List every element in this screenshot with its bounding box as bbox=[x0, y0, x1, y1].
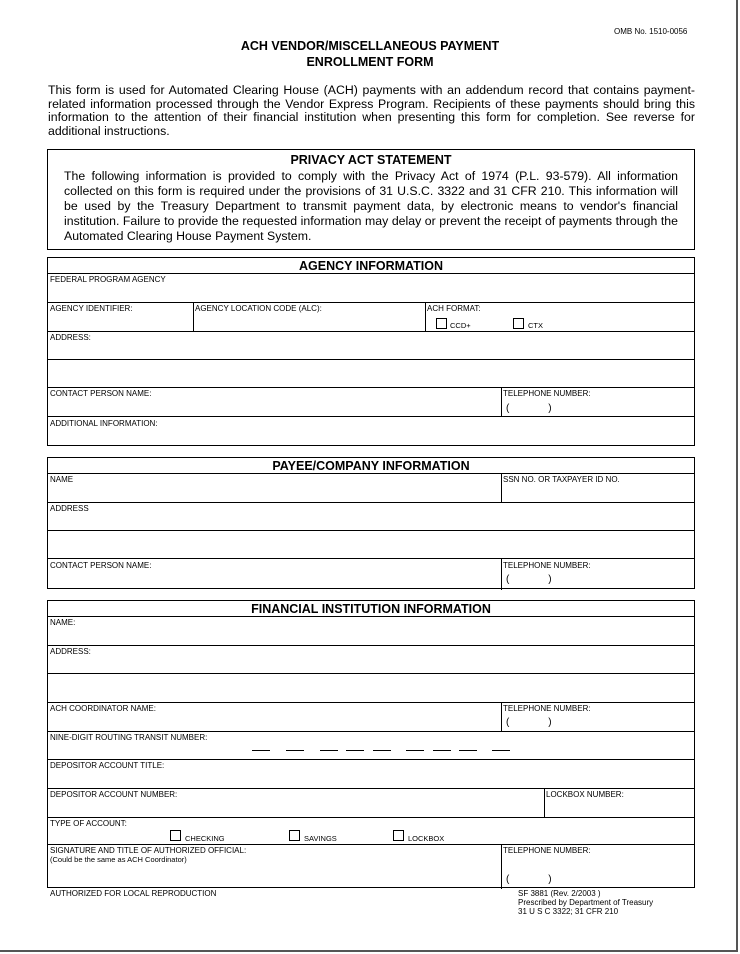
footer-form-number: SF 3881 (Rev. 2/2003 ) bbox=[518, 889, 601, 898]
routing-digit-1[interactable] bbox=[252, 750, 270, 751]
footer-prescribed: Prescribed by Department of Treasury bbox=[518, 898, 654, 907]
ach-coordinator-field[interactable]: ACH COORDINATOR NAME: bbox=[50, 704, 156, 713]
additional-information-field[interactable]: ADDITIONAL INFORMATION: bbox=[50, 419, 158, 428]
agency-phone-parens: ( ) bbox=[506, 403, 552, 414]
checking-checkbox[interactable] bbox=[170, 830, 181, 841]
institution-telephone-field[interactable]: TELEPHONE NUMBER: bbox=[503, 704, 591, 713]
lockbox-label: LOCKBOX bbox=[408, 834, 445, 843]
routing-digit-7[interactable] bbox=[433, 750, 451, 751]
lockbox-number-field[interactable]: LOCKBOX NUMBER: bbox=[546, 790, 624, 799]
agency-identifier-field[interactable]: AGENCY IDENTIFIER: bbox=[50, 304, 133, 313]
savings-checkbox[interactable] bbox=[289, 830, 300, 841]
ccd-checkbox[interactable] bbox=[436, 318, 447, 329]
routing-digit-9[interactable] bbox=[492, 750, 510, 751]
payee-telephone-field[interactable]: TELEPHONE NUMBER: bbox=[503, 561, 591, 570]
payee-section bbox=[47, 457, 695, 589]
routing-digit-3[interactable] bbox=[320, 750, 338, 751]
agency-address-field[interactable]: ADDRESS: bbox=[50, 333, 91, 342]
ctx-checkbox[interactable] bbox=[513, 318, 524, 329]
signature-field[interactable]: SIGNATURE AND TITLE OF AUTHORIZED OFFICIAL: bbox=[50, 846, 247, 855]
routing-digit-6[interactable] bbox=[406, 750, 424, 751]
depositor-account-number-field[interactable]: DEPOSITOR ACCOUNT NUMBER: bbox=[50, 790, 178, 799]
intro-paragraph: This form is used for Automated Clearing House (ACH) payments with an addendum record that contains payment-related information processed through the Vendor Express Program. Recipients of these payments should bring this information to the attention of their financial institution when presenting this form for completion. See reverse for additional instructions. bbox=[48, 83, 695, 138]
institution-phone-parens: ( ) bbox=[506, 717, 552, 728]
ccd-label: CCD+ bbox=[450, 321, 471, 330]
depositor-account-title-field[interactable]: DEPOSITOR ACCOUNT TITLE: bbox=[50, 761, 165, 770]
privacy-heading: PRIVACY ACT STATEMENT bbox=[290, 153, 452, 167]
savings-label: SAVINGS bbox=[304, 834, 337, 843]
payee-address-field[interactable]: ADDRESS bbox=[50, 504, 89, 513]
privacy-section bbox=[47, 149, 695, 250]
agency-contact-person-field[interactable]: CONTACT PERSON NAME: bbox=[50, 389, 152, 398]
signature-telephone-field[interactable]: TELEPHONE NUMBER: bbox=[503, 846, 591, 855]
agency-telephone-field[interactable]: TELEPHONE NUMBER: bbox=[503, 389, 591, 398]
payee-name-field[interactable]: NAME bbox=[50, 475, 74, 484]
routing-digit-2[interactable] bbox=[286, 750, 304, 751]
routing-digit-4[interactable] bbox=[346, 750, 364, 751]
institution-name-field[interactable]: NAME: bbox=[50, 618, 76, 627]
routing-number-field[interactable]: NINE-DIGIT ROUTING TRANSIT NUMBER: bbox=[50, 733, 208, 742]
financial-section bbox=[47, 600, 695, 888]
checking-label: CHECKING bbox=[185, 834, 225, 843]
omb-number: OMB No. 1510-0056 bbox=[614, 27, 688, 36]
form-subtitle: ENROLLMENT FORM bbox=[306, 55, 434, 69]
payee-heading: PAYEE/COMPANY INFORMATION bbox=[272, 459, 470, 473]
footer-citation: 31 U S C 3322; 31 CFR 210 bbox=[518, 907, 619, 916]
financial-heading: FINANCIAL INSTITUTION INFORMATION bbox=[251, 602, 491, 616]
privacy-text: The following information is provided to comply with the Privacy Act of 1974 (P.L. 93-579). All information collected on this form is required under the provisions of 31 U.S.C. 3322 and 31 CFR 210. This information will be used by the Treasury Department to transmit payment data, by electronic means to vendor's financial institution. Failure to provide the requested information may delay or prevent the receipt of payments through the Automated Clearing House Payment System. bbox=[64, 169, 678, 243]
signature-note: (Could be the same as ACH Coordinator) bbox=[50, 855, 187, 864]
federal-program-agency-field[interactable]: FEDERAL PROGRAM AGENCY bbox=[50, 275, 166, 284]
agency-location-code-field[interactable]: AGENCY LOCATION CODE (ALC): bbox=[195, 304, 322, 313]
routing-digit-8[interactable] bbox=[459, 750, 477, 751]
ach-format-label: ACH FORMAT: bbox=[427, 304, 481, 313]
ctx-label: CTX bbox=[528, 321, 543, 330]
payee-phone-parens: ( ) bbox=[506, 574, 552, 585]
payee-contact-person-field[interactable]: CONTACT PERSON NAME: bbox=[50, 561, 152, 570]
agency-heading: AGENCY INFORMATION bbox=[299, 259, 443, 273]
institution-address-field[interactable]: ADDRESS: bbox=[50, 647, 91, 656]
form-title: ACH VENDOR/MISCELLANEOUS PAYMENT bbox=[240, 39, 500, 53]
footer-reproduction: AUTHORIZED FOR LOCAL REPRODUCTION bbox=[50, 889, 217, 898]
type-of-account-label: TYPE OF ACCOUNT: bbox=[50, 819, 127, 828]
agency-section bbox=[47, 257, 695, 446]
ssn-taxpayer-id-field[interactable]: SSN NO. OR TAXPAYER ID NO. bbox=[503, 475, 620, 484]
signature-phone-parens: ( ) bbox=[506, 874, 552, 885]
lockbox-checkbox[interactable] bbox=[393, 830, 404, 841]
routing-digit-5[interactable] bbox=[373, 750, 391, 751]
